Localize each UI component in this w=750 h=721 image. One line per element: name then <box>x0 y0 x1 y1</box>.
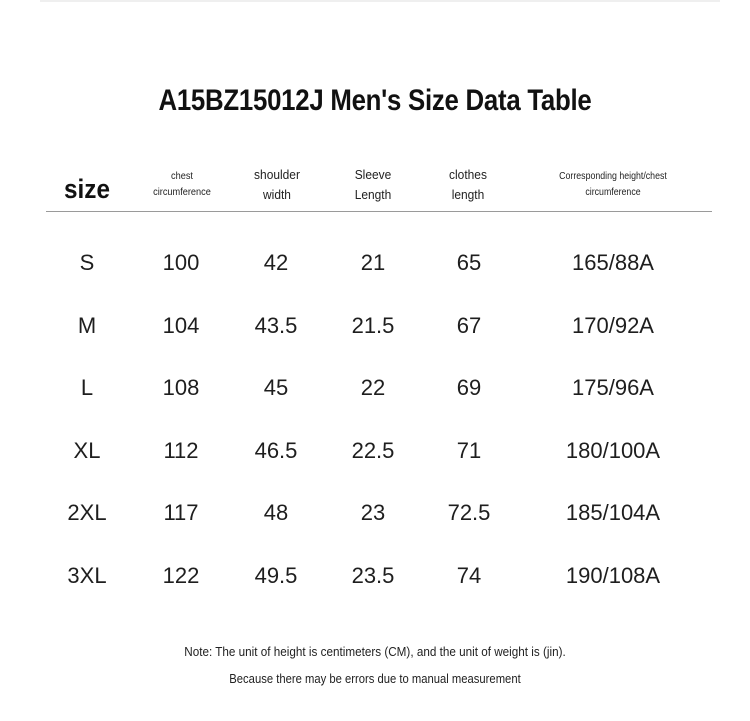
header-shoulder-line2: width <box>263 187 291 202</box>
cell-clothes: 69 <box>456 375 482 400</box>
cell-chest: 108 <box>162 375 200 400</box>
cell-corresponding: 185/104A <box>565 500 661 525</box>
cell-chest: 117 <box>163 500 199 525</box>
cell-size: S <box>79 250 95 275</box>
cell-chest: 122 <box>162 563 200 588</box>
cell-sleeve: 23.5 <box>351 563 395 588</box>
cell-size: L <box>80 375 94 400</box>
header-corr-line2: circumference <box>585 187 641 198</box>
cell-shoulder: 45 <box>263 375 289 400</box>
header-chest-line2: circumference <box>153 187 211 198</box>
cell-corresponding: 180/100A <box>565 438 661 463</box>
header-size: size <box>64 173 110 204</box>
cell-sleeve: 23 <box>360 500 386 525</box>
cell-clothes: 67 <box>456 313 482 338</box>
header-sleeve-length <box>322 160 423 210</box>
cell-clothes: 74 <box>456 563 482 588</box>
note-units: Note: The unit of height is centimeters (CM), and the unit of weight is (jin). <box>184 644 566 659</box>
top-divider <box>40 0 720 2</box>
header-sleeve-line1: Sleeve <box>354 167 392 182</box>
cell-shoulder: 49.5 <box>254 563 298 588</box>
cell-size: 3XL <box>67 563 107 588</box>
cell-clothes: 72.5 <box>447 500 491 525</box>
header-corr-line1: Corresponding height/chest <box>559 171 667 182</box>
note-measurement-error: Because there may be errors due to manual measurement <box>229 672 521 686</box>
cell-sleeve: 22 <box>360 375 386 400</box>
cell-sleeve: 21.5 <box>351 313 395 338</box>
header-clothes-length <box>417 160 518 210</box>
cell-size: 2XL <box>67 500 107 525</box>
cell-clothes: 65 <box>456 250 482 275</box>
header-clothes-line1: clothes <box>449 167 487 182</box>
header-chest-circumference <box>131 160 232 210</box>
cell-corresponding: 175/96A <box>572 375 654 400</box>
header-divider <box>46 211 712 212</box>
header-clothes-line2: length <box>451 187 485 202</box>
cell-shoulder: 48 <box>263 500 289 525</box>
cell-size: XL <box>73 438 101 463</box>
cell-sleeve: 21 <box>360 250 386 275</box>
cell-chest: 104 <box>162 313 200 338</box>
page-title: A15BZ15012J Men's Size Data Table <box>158 84 592 117</box>
header-chest-line1: chest <box>171 171 193 182</box>
cell-chest: 100 <box>162 250 200 275</box>
cell-shoulder: 42 <box>263 250 289 275</box>
cell-shoulder: 46.5 <box>254 438 298 463</box>
header-shoulder-width <box>226 160 327 210</box>
cell-chest: 112 <box>163 438 199 463</box>
header-shoulder-line1: shoulder <box>254 167 300 182</box>
cell-size: M <box>77 313 97 338</box>
header-corresponding-height-chest <box>534 160 692 210</box>
cell-corresponding: 190/108A <box>565 563 661 588</box>
cell-corresponding: 170/92A <box>572 313 654 338</box>
cell-corresponding: 165/88A <box>572 250 654 275</box>
cell-shoulder: 43.5 <box>254 313 298 338</box>
header-sleeve-line2: Length <box>354 187 392 202</box>
cell-clothes: 71 <box>456 438 482 463</box>
cell-sleeve: 22.5 <box>351 438 395 463</box>
